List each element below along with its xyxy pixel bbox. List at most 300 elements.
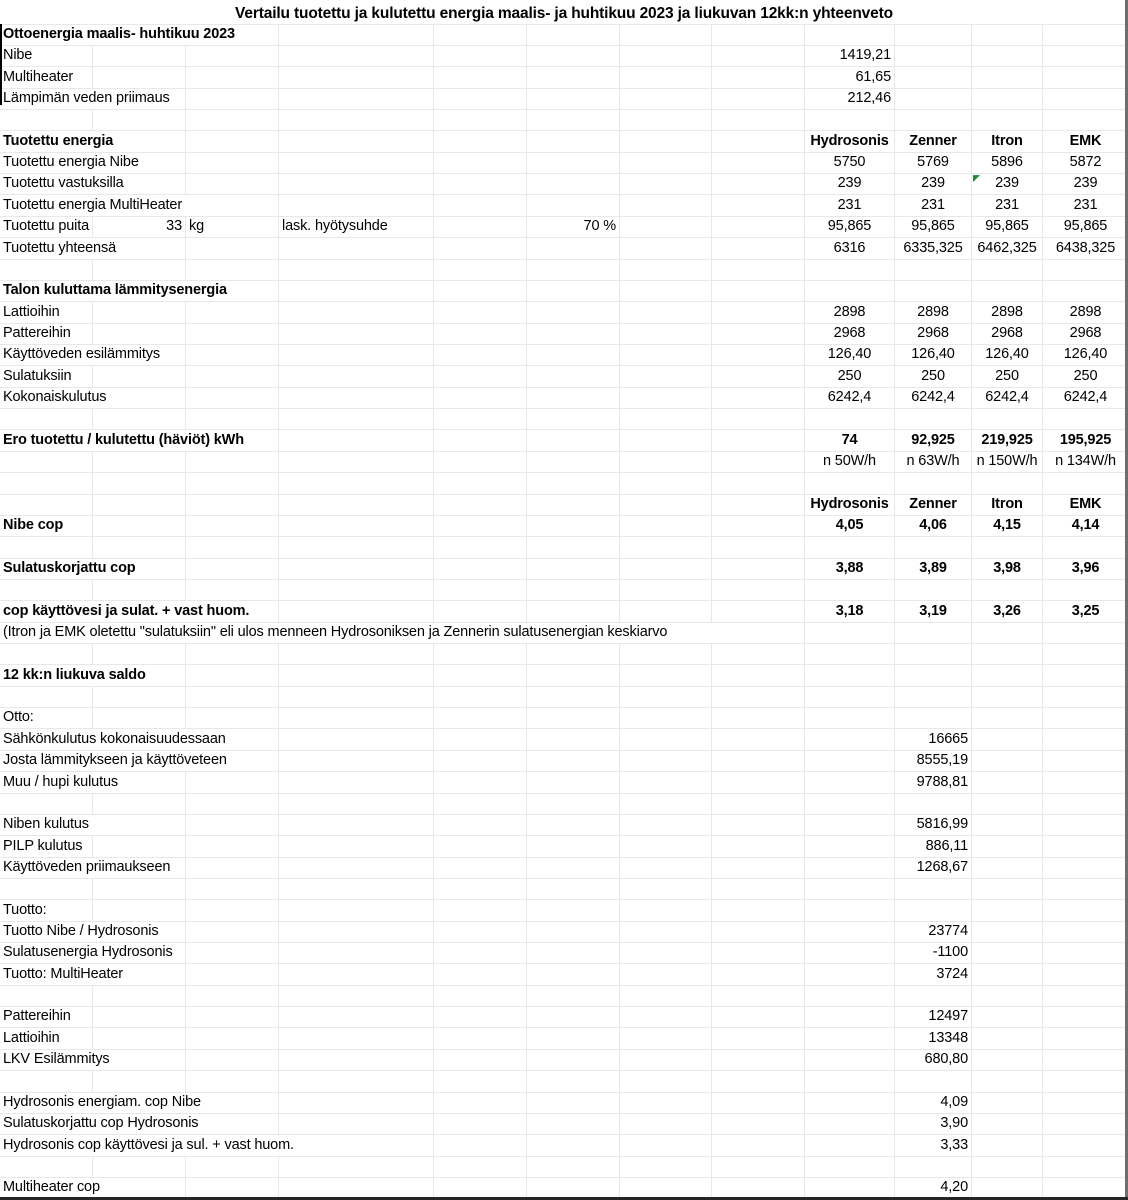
cell[interactable] (805, 922, 895, 942)
header-cell[interactable] (805, 131, 895, 151)
cell[interactable] (712, 943, 805, 963)
cell[interactable] (527, 174, 620, 194)
cell[interactable] (712, 1114, 805, 1134)
cell[interactable] (972, 708, 1043, 728)
cell[interactable] (712, 1093, 805, 1113)
value-cell[interactable] (972, 345, 1043, 365)
cell[interactable] (434, 131, 527, 151)
label-cell[interactable] (0, 1135, 434, 1155)
cell[interactable] (895, 260, 972, 280)
cell[interactable] (805, 644, 895, 664)
cell[interactable] (279, 345, 434, 365)
cell[interactable] (434, 964, 527, 984)
value-cell[interactable] (895, 366, 972, 386)
cell[interactable] (895, 537, 972, 557)
cell[interactable] (186, 345, 279, 365)
cell[interactable] (93, 708, 186, 728)
cell[interactable] (527, 751, 620, 771)
cell[interactable] (279, 238, 434, 258)
value-cell[interactable] (972, 217, 1043, 237)
cell[interactable] (527, 665, 620, 685)
cell[interactable] (434, 1114, 527, 1134)
cell[interactable] (186, 302, 279, 322)
cell[interactable] (620, 281, 712, 301)
cell[interactable] (972, 580, 1043, 600)
value-cell[interactable] (895, 153, 972, 173)
value-cell[interactable] (805, 153, 895, 173)
label-cell[interactable] (0, 302, 93, 322)
cell[interactable] (1043, 623, 1128, 643)
value-cell[interactable] (972, 302, 1043, 322)
value-cell[interactable] (895, 388, 972, 408)
cell[interactable] (279, 46, 434, 66)
cell[interactable] (93, 879, 186, 899)
cell[interactable] (279, 729, 434, 749)
cell[interactable] (186, 794, 279, 814)
cell[interactable] (805, 900, 895, 920)
cell[interactable] (186, 153, 279, 173)
cell[interactable] (1043, 1050, 1128, 1070)
cell[interactable] (186, 260, 279, 280)
cell[interactable] (712, 67, 805, 87)
cell[interactable] (712, 366, 805, 386)
cell[interactable] (620, 260, 712, 280)
cell[interactable] (186, 324, 279, 344)
cell[interactable] (186, 708, 279, 728)
cell[interactable] (972, 815, 1043, 835)
cell[interactable] (279, 452, 434, 472)
cell[interactable] (620, 751, 712, 771)
cell[interactable] (279, 836, 434, 856)
cell[interactable] (712, 388, 805, 408)
cell[interactable] (279, 772, 434, 792)
label-cell[interactable] (0, 623, 805, 643)
cell[interactable] (620, 430, 712, 450)
value-cell[interactable] (1043, 174, 1128, 194)
cell[interactable] (620, 345, 712, 365)
cell[interactable] (895, 665, 972, 685)
cell[interactable] (434, 1050, 527, 1070)
header-cell[interactable] (805, 601, 895, 621)
cell[interactable] (620, 131, 712, 151)
cell[interactable] (434, 281, 527, 301)
cell[interactable] (1043, 708, 1128, 728)
cell[interactable] (93, 836, 186, 856)
cell[interactable] (712, 110, 805, 130)
cell[interactable] (712, 516, 805, 536)
cell[interactable] (527, 430, 620, 450)
cell[interactable] (527, 110, 620, 130)
cell[interactable] (186, 943, 279, 963)
cell[interactable] (527, 495, 620, 515)
cell[interactable] (1043, 409, 1128, 429)
label-cell[interactable] (0, 1028, 93, 1048)
cell[interactable] (1043, 1114, 1128, 1134)
cell[interactable] (805, 1157, 895, 1177)
cell[interactable] (972, 281, 1043, 301)
cell[interactable] (279, 1114, 434, 1134)
cell[interactable] (620, 473, 712, 493)
cell[interactable] (527, 601, 620, 621)
cell[interactable] (186, 131, 279, 151)
cell[interactable] (434, 388, 527, 408)
label-cell[interactable] (0, 1093, 279, 1113)
cell[interactable] (805, 964, 895, 984)
cell[interactable] (527, 815, 620, 835)
cell[interactable] (279, 388, 434, 408)
cell[interactable] (805, 729, 895, 749)
cell[interactable] (1043, 687, 1128, 707)
cell[interactable] (279, 260, 434, 280)
cell[interactable] (279, 986, 434, 1006)
cell[interactable] (712, 131, 805, 151)
cell[interactable] (972, 89, 1043, 109)
cell[interactable] (279, 815, 434, 835)
cell[interactable] (279, 473, 434, 493)
value-cell[interactable] (972, 366, 1043, 386)
cell[interactable] (805, 260, 895, 280)
cell[interactable] (279, 537, 434, 557)
cell[interactable] (434, 516, 527, 536)
cell[interactable] (972, 665, 1043, 685)
cell[interactable] (434, 537, 527, 557)
cell[interactable] (712, 1050, 805, 1070)
cell[interactable] (279, 516, 434, 536)
cell[interactable] (527, 25, 620, 45)
header-cell[interactable] (895, 131, 972, 151)
cell[interactable] (186, 879, 279, 899)
cell[interactable] (434, 217, 527, 237)
cell[interactable] (895, 25, 972, 45)
cell[interactable] (279, 324, 434, 344)
cell[interactable] (279, 131, 434, 151)
cell[interactable] (186, 900, 279, 920)
cell[interactable] (712, 1028, 805, 1048)
value-cell[interactable] (972, 195, 1043, 215)
cell[interactable] (895, 473, 972, 493)
cell[interactable] (620, 1114, 712, 1134)
cell[interactable] (527, 409, 620, 429)
cell[interactable] (434, 25, 527, 45)
label-cell[interactable] (0, 174, 186, 194)
label-cell[interactable] (0, 430, 279, 450)
cell[interactable] (279, 1071, 434, 1091)
cell[interactable] (93, 1007, 186, 1027)
cell[interactable] (972, 1135, 1043, 1155)
cell[interactable] (279, 153, 434, 173)
cell[interactable] (620, 409, 712, 429)
label-cell[interactable] (0, 1114, 279, 1134)
value-cell[interactable] (895, 772, 972, 792)
cell[interactable] (186, 559, 279, 579)
header-cell[interactable] (972, 430, 1043, 450)
cell[interactable] (620, 89, 712, 109)
cell[interactable] (0, 260, 93, 280)
label-cell[interactable] (0, 516, 93, 536)
label-cell[interactable] (0, 601, 279, 621)
cell[interactable] (186, 687, 279, 707)
cell[interactable] (1043, 1135, 1128, 1155)
cell[interactable] (620, 858, 712, 878)
cell[interactable] (527, 195, 620, 215)
value-cell[interactable] (895, 1050, 972, 1070)
cell[interactable] (620, 559, 712, 579)
cell[interactable] (972, 473, 1043, 493)
cell[interactable] (434, 772, 527, 792)
cell[interactable] (279, 25, 434, 45)
cell[interactable] (620, 986, 712, 1006)
cell[interactable] (620, 580, 712, 600)
cell[interactable] (972, 836, 1043, 856)
cell[interactable] (279, 687, 434, 707)
cell[interactable] (434, 409, 527, 429)
cell[interactable] (0, 644, 93, 664)
cell[interactable] (434, 879, 527, 899)
value-cell[interactable] (1043, 345, 1128, 365)
cell[interactable] (434, 836, 527, 856)
value-cell[interactable] (895, 238, 972, 258)
cell[interactable] (805, 473, 895, 493)
label-cell[interactable] (0, 345, 186, 365)
cell[interactable] (93, 1157, 186, 1177)
cell[interactable] (712, 729, 805, 749)
cell[interactable] (527, 879, 620, 899)
cell[interactable] (279, 67, 434, 87)
cell[interactable] (0, 687, 93, 707)
cell[interactable] (712, 900, 805, 920)
label-cell[interactable] (0, 836, 93, 856)
cell[interactable] (805, 25, 895, 45)
label-cell[interactable] (0, 815, 186, 835)
cell[interactable] (527, 986, 620, 1006)
header-cell[interactable] (972, 516, 1043, 536)
cell[interactable] (805, 1093, 895, 1113)
header-cell[interactable] (1043, 516, 1128, 536)
cell[interactable] (527, 67, 620, 87)
cell[interactable] (620, 25, 712, 45)
cell[interactable] (712, 794, 805, 814)
label-cell[interactable] (0, 1178, 186, 1198)
cell[interactable] (712, 174, 805, 194)
value-cell[interactable] (805, 46, 895, 66)
cell[interactable] (527, 900, 620, 920)
cell[interactable] (279, 708, 434, 728)
cell[interactable] (620, 452, 712, 472)
cell[interactable] (279, 89, 434, 109)
value-cell[interactable] (972, 238, 1043, 258)
cell[interactable] (805, 665, 895, 685)
value-cell[interactable] (93, 217, 186, 237)
cell[interactable] (712, 1007, 805, 1027)
cell[interactable] (620, 665, 712, 685)
cell[interactable] (527, 708, 620, 728)
cell[interactable] (972, 25, 1043, 45)
label-cell[interactable] (0, 922, 186, 942)
cell[interactable] (434, 943, 527, 963)
cell[interactable] (186, 815, 279, 835)
cell[interactable] (527, 1007, 620, 1027)
cell[interactable] (972, 1093, 1043, 1113)
cell[interactable] (434, 665, 527, 685)
cell[interactable] (972, 964, 1043, 984)
cell[interactable] (279, 1050, 434, 1070)
label-cell[interactable] (0, 25, 279, 45)
cell[interactable] (434, 1157, 527, 1177)
cell[interactable] (805, 281, 895, 301)
value-cell[interactable] (895, 1028, 972, 1048)
cell[interactable] (620, 174, 712, 194)
cell[interactable] (895, 89, 972, 109)
value-cell[interactable] (1043, 153, 1128, 173)
cell[interactable] (434, 986, 527, 1006)
cell[interactable] (805, 751, 895, 771)
cell[interactable] (186, 665, 279, 685)
cell[interactable] (972, 943, 1043, 963)
cell[interactable] (93, 67, 186, 87)
cell[interactable] (895, 46, 972, 66)
cell[interactable] (434, 1093, 527, 1113)
cell[interactable] (1043, 89, 1128, 109)
label-cell[interactable] (0, 324, 93, 344)
cell[interactable] (1043, 1157, 1128, 1177)
cell[interactable] (186, 986, 279, 1006)
cell[interactable] (93, 324, 186, 344)
cell[interactable] (279, 580, 434, 600)
cell[interactable] (186, 537, 279, 557)
cell[interactable] (279, 943, 434, 963)
cell[interactable] (93, 473, 186, 493)
cell[interactable] (0, 879, 93, 899)
cell[interactable] (805, 815, 895, 835)
cell[interactable] (93, 409, 186, 429)
cell[interactable] (527, 1050, 620, 1070)
label-cell[interactable] (0, 366, 93, 386)
cell[interactable] (620, 153, 712, 173)
cell[interactable] (186, 238, 279, 258)
cell[interactable] (434, 110, 527, 130)
cell[interactable] (805, 1135, 895, 1155)
cell[interactable] (279, 922, 434, 942)
cell[interactable] (0, 794, 93, 814)
label-cell[interactable] (0, 217, 93, 237)
cell[interactable] (895, 794, 972, 814)
cell[interactable] (527, 559, 620, 579)
cell[interactable] (972, 110, 1043, 130)
header-cell[interactable] (972, 559, 1043, 579)
cell[interactable] (279, 281, 434, 301)
cell[interactable] (186, 89, 279, 109)
value-cell[interactable] (895, 195, 972, 215)
header-cell[interactable] (895, 516, 972, 536)
header-cell[interactable] (895, 430, 972, 450)
cell[interactable] (93, 366, 186, 386)
value-cell[interactable] (895, 922, 972, 942)
label-cell[interactable] (0, 943, 186, 963)
cell[interactable] (434, 1007, 527, 1027)
cell[interactable] (620, 836, 712, 856)
cell[interactable] (0, 473, 93, 493)
cell[interactable] (527, 260, 620, 280)
header-cell[interactable] (805, 559, 895, 579)
cell[interactable] (895, 409, 972, 429)
cell[interactable] (712, 751, 805, 771)
cell[interactable] (1043, 46, 1128, 66)
cell[interactable] (712, 772, 805, 792)
label-cell[interactable] (0, 388, 186, 408)
cell[interactable] (620, 943, 712, 963)
cell[interactable] (712, 559, 805, 579)
value-cell[interactable] (805, 89, 895, 109)
header-cell[interactable] (1043, 131, 1128, 151)
cell[interactable] (712, 302, 805, 322)
cell[interactable] (972, 644, 1043, 664)
cell[interactable] (186, 1028, 279, 1048)
cell[interactable] (620, 302, 712, 322)
cell[interactable] (1043, 794, 1128, 814)
cell[interactable] (186, 473, 279, 493)
cell[interactable] (0, 537, 93, 557)
cell[interactable] (186, 516, 279, 536)
cell[interactable] (434, 580, 527, 600)
cell[interactable] (712, 858, 805, 878)
cell[interactable] (434, 153, 527, 173)
cell[interactable] (972, 260, 1043, 280)
value-cell[interactable] (1043, 388, 1128, 408)
cell[interactable] (895, 879, 972, 899)
cell[interactable] (93, 302, 186, 322)
value-cell[interactable] (895, 174, 972, 194)
cell[interactable] (527, 836, 620, 856)
label-cell[interactable] (0, 281, 279, 301)
cell[interactable] (434, 644, 527, 664)
cell[interactable] (527, 388, 620, 408)
cell[interactable] (1043, 110, 1128, 130)
label-cell[interactable] (0, 665, 186, 685)
cell[interactable] (620, 964, 712, 984)
header-cell[interactable] (1043, 495, 1128, 515)
cell[interactable] (712, 922, 805, 942)
label-cell[interactable] (0, 858, 186, 878)
cell[interactable] (434, 67, 527, 87)
cell[interactable] (186, 580, 279, 600)
cell[interactable] (895, 67, 972, 87)
cell[interactable] (434, 1071, 527, 1091)
cell[interactable] (712, 452, 805, 472)
cell[interactable] (434, 922, 527, 942)
cell[interactable] (620, 644, 712, 664)
sheet-title[interactable] (0, 0, 1128, 24)
cell[interactable] (805, 580, 895, 600)
cell[interactable] (1043, 751, 1128, 771)
cell[interactable] (434, 89, 527, 109)
cell[interactable] (805, 879, 895, 899)
cell[interactable] (186, 836, 279, 856)
cell[interactable] (434, 815, 527, 835)
cell[interactable] (805, 943, 895, 963)
cell[interactable] (805, 772, 895, 792)
cell[interactable] (620, 46, 712, 66)
label-cell[interactable] (0, 559, 186, 579)
cell[interactable] (895, 580, 972, 600)
cell[interactable] (93, 110, 186, 130)
value-cell[interactable] (972, 324, 1043, 344)
cell[interactable] (712, 986, 805, 1006)
cell[interactable] (972, 687, 1043, 707)
cell[interactable] (1043, 1007, 1128, 1027)
cell[interactable] (434, 1135, 527, 1155)
value-cell[interactable] (895, 1093, 972, 1113)
cell[interactable] (805, 687, 895, 707)
